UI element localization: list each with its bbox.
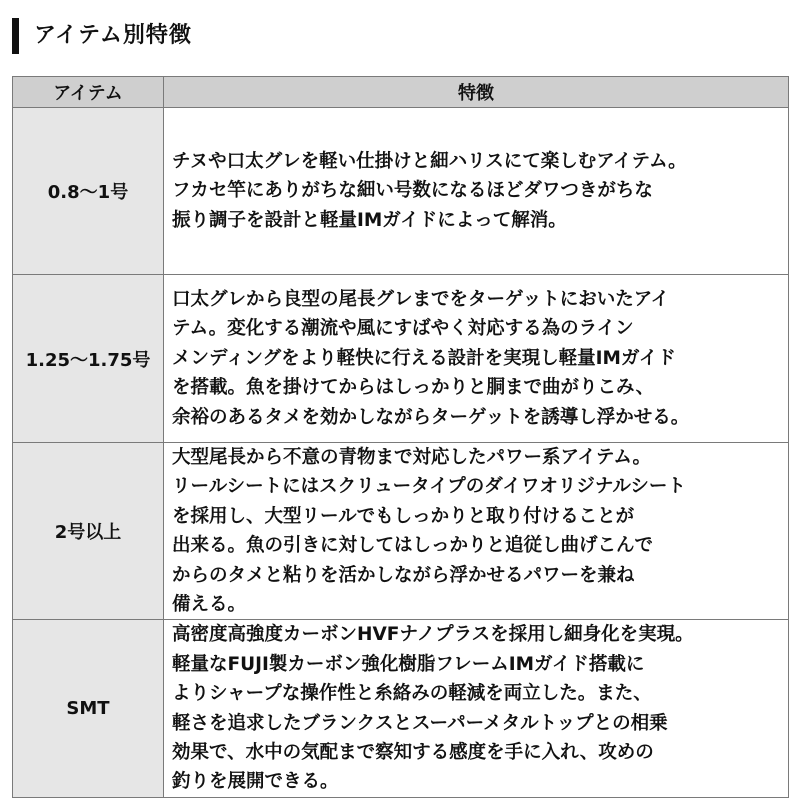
feature-cell: 大型尾長から不意の青物まで対応したパワー系アイテム。 リールシートにはスクリュータイプのダイワオリジナルシート を採用し、大型リールでもしっかりと取り付けることが 出来る。魚の引きに対してはしっかりと追従し曲げこんで からのタメと粘りを活かしながら浮かせるパワーを兼ね 備える。 — [164, 443, 789, 620]
table-row — [13, 443, 789, 620]
feature-cell: チヌや口太グレを軽い仕掛けと細ハリスにて楽しむアイテム。 フカセ竿にありがちな細い号数になるほどダワつきがちな 振り調子を設計と軽量IMガイドによって解消。 — [164, 108, 789, 275]
table-row — [13, 620, 789, 797]
section-title-bar — [12, 18, 788, 56]
item-cell: 2号以上 — [13, 443, 164, 620]
item-cell: SMT — [13, 620, 164, 797]
table-row — [13, 108, 789, 275]
table-row — [13, 275, 789, 443]
section-title: アイテム別特徴 — [34, 23, 192, 48]
title-accent-bar — [12, 18, 19, 54]
table-header-row — [13, 77, 789, 108]
item-cell: 1.25〜1.75号 — [13, 275, 164, 443]
feature-cell: 高密度高強度カーボンHVFナノプラスを採用し細身化を実現。 軽量なFUJI製カーボン強化樹脂フレームIMガイド搭載に よりシャープな操作性と糸絡みの軽減を両立した。また、 軽さを追求したブランクスとスーパーメタルトップとの相乗 効果で、水中の気配まで察知する感度を手に入れ、攻めの 釣りを展開できる。 — [164, 620, 789, 797]
header-feature: 特徴 — [164, 77, 789, 108]
item-features-table — [12, 76, 789, 798]
header-item: アイテム — [13, 77, 164, 108]
feature-cell: 口太グレから良型の尾長グレまでをターゲットにおいたアイ テム。変化する潮流や風にすばやく対応する為のライン メンディングをより軽快に行える設計を実現し軽量IMガイド を搭載。魚を掛けてからはしっかりと胴まで曲がりこみ、 余裕のあるタメを効かしながらターゲットを誘導し浮かせる。 — [164, 275, 789, 443]
item-cell: 0.8〜1号 — [13, 108, 164, 275]
